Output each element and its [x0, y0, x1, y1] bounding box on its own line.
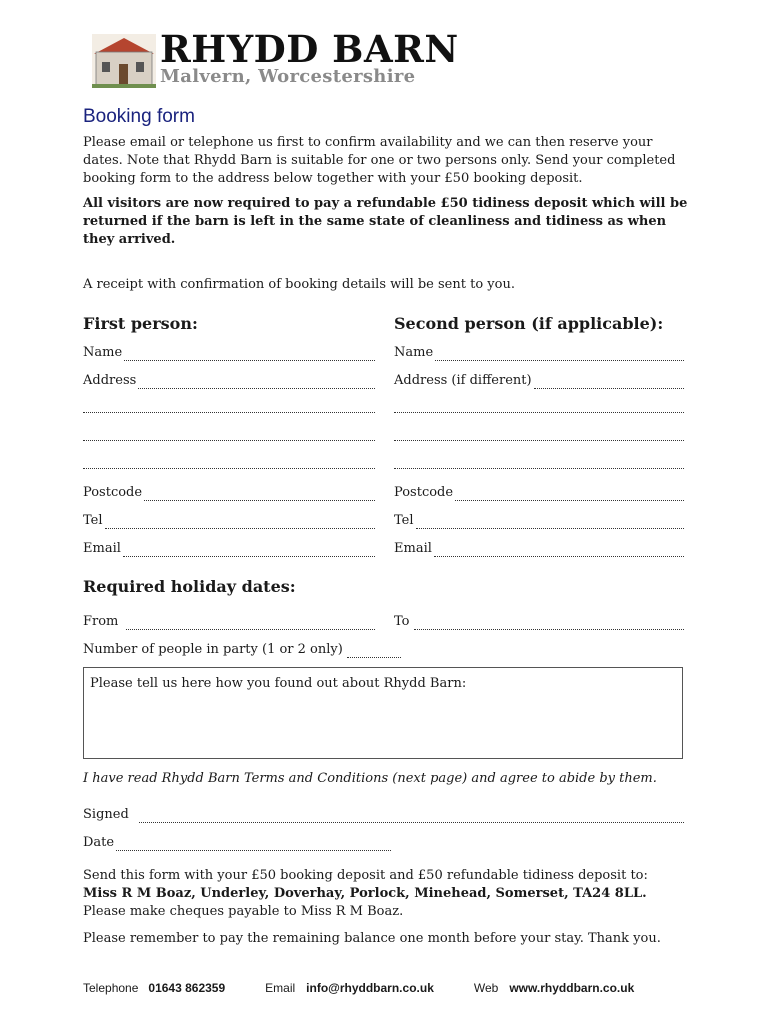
- first-name-label: Name: [83, 345, 123, 360]
- postal-address: Miss R M Boaz, Underley, Doverhay, Porlock, Minehead, Somerset, TA24 8LL.: [83, 886, 647, 901]
- date-label: Date: [83, 835, 115, 850]
- first-address-line-2[interactable]: [83, 411, 375, 413]
- second-tel-field[interactable]: [394, 513, 684, 529]
- date-field[interactable]: [83, 835, 391, 851]
- brand-location: Malvern, Worcestershire: [160, 66, 416, 87]
- deposit-notice: All visitors are now required to pay a refundable £50 tidiness deposit which will be returned if the barn is left in the same state of cleanliness and tidiness as when they arrived.: [83, 196, 688, 247]
- receipt-note: A receipt with confirmation of booking details will be sent to you.: [83, 277, 515, 292]
- second-name-field[interactable]: [394, 345, 684, 361]
- party-size-field[interactable]: [83, 642, 401, 658]
- first-address-line-4[interactable]: [83, 467, 375, 469]
- to-label: To: [394, 614, 410, 629]
- send-line: Send this form with your £50 booking deposit and £50 refundable tidiness deposit to:: [83, 868, 648, 883]
- second-name-label: Name: [394, 345, 434, 360]
- send-instructions: [83, 867, 693, 921]
- first-tel-field[interactable]: [83, 513, 375, 529]
- cheque-note: Please make cheques payable to Miss R M Boaz.: [83, 904, 404, 919]
- second-person-heading: Second person (if applicable):: [394, 314, 664, 333]
- footer-web-link[interactable]: www.rhyddbarn.co.uk: [509, 981, 635, 995]
- brand-name: RHYDD BARN: [160, 27, 459, 71]
- intro-text: Please email or telephone us first to confirm availability and we can then reserve your dates. Note that Rhydd Barn is suitable for one or two persons only. Send your completed booking form to the address below together with your £50 booking deposit.: [83, 135, 676, 186]
- second-email-field[interactable]: [394, 541, 684, 557]
- second-tel-label: Tel: [394, 513, 414, 528]
- second-address-label: Address (if different): [394, 373, 532, 388]
- first-tel-label: Tel: [83, 513, 103, 528]
- second-email-label: Email: [394, 541, 432, 556]
- second-address-line-3[interactable]: [394, 439, 684, 441]
- found-out-prompt: Please tell us here how you found out about Rhydd Barn:: [90, 676, 467, 691]
- footer-tel-label: Telephone: [83, 981, 139, 995]
- first-address-line-3[interactable]: [83, 439, 375, 441]
- footer-email-link[interactable]: info@rhyddbarn.co.uk: [306, 981, 434, 995]
- second-postcode-field[interactable]: [394, 485, 684, 501]
- form-title: Booking form: [83, 106, 195, 127]
- dates-heading: Required holiday dates:: [83, 577, 296, 596]
- first-email-field[interactable]: [83, 541, 375, 557]
- party-label: Number of people in party (1 or 2 only): [83, 642, 343, 657]
- footer-contact: [83, 981, 683, 995]
- second-address-line-4[interactable]: [394, 467, 684, 469]
- first-address-field[interactable]: [83, 373, 375, 389]
- barn-photo-icon: [92, 34, 156, 88]
- first-postcode-label: Postcode: [83, 485, 143, 500]
- found-out-box[interactable]: [83, 667, 683, 759]
- from-date-field[interactable]: [83, 614, 375, 630]
- second-address-line-2[interactable]: [394, 411, 684, 413]
- second-address-field[interactable]: [394, 373, 684, 389]
- footer-tel: 01643 862359: [148, 981, 226, 995]
- to-date-field[interactable]: [394, 614, 684, 630]
- terms-agreement: I have read Rhydd Barn Terms and Conditions (next page) and agree to abide by them.: [83, 771, 657, 786]
- footer-web-label: Web: [473, 981, 499, 995]
- first-address-label: Address: [83, 373, 137, 388]
- signed-field[interactable]: [83, 807, 684, 823]
- first-email-label: Email: [83, 541, 121, 556]
- signed-label: Signed: [83, 807, 129, 822]
- first-postcode-field[interactable]: [83, 485, 375, 501]
- second-postcode-label: Postcode: [394, 485, 454, 500]
- first-person-heading: First person:: [83, 314, 198, 333]
- first-name-field[interactable]: [83, 345, 375, 361]
- from-label: From: [83, 614, 119, 629]
- footer-email-label: Email: [265, 981, 296, 995]
- balance-reminder: Please remember to pay the remaining balance one month before your stay. Thank you.: [83, 931, 661, 946]
